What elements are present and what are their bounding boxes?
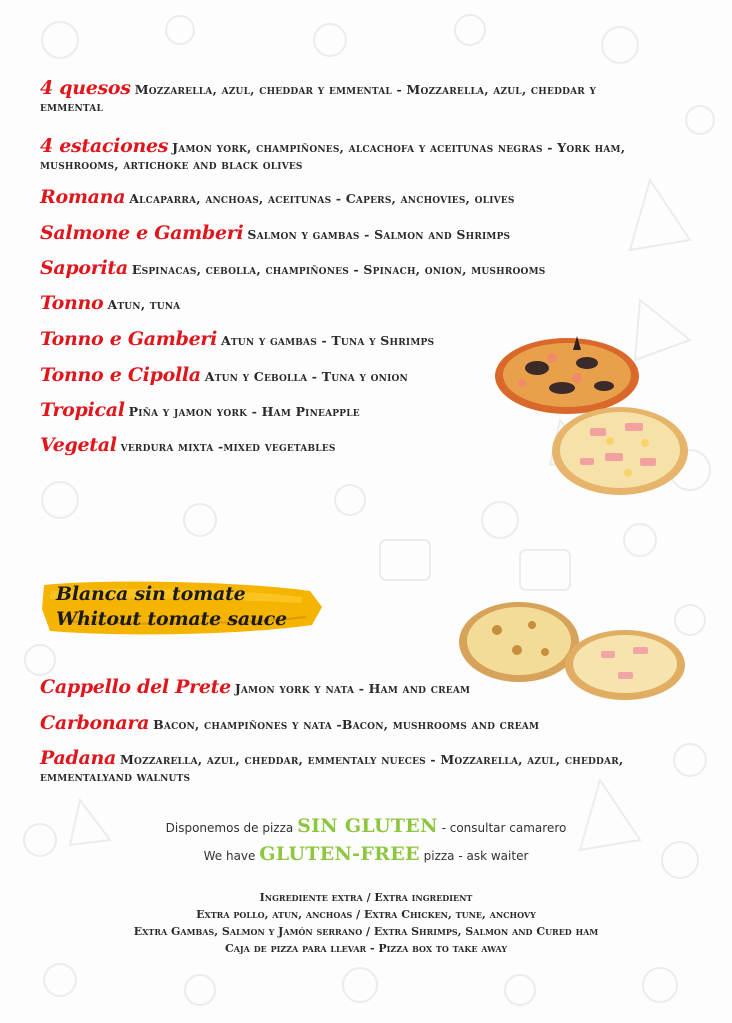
extras-list [0, 889, 732, 957]
item-name: Tonno [40, 292, 104, 314]
menu-item [40, 77, 660, 115]
item-name: Tonno e Cipolla [40, 364, 201, 386]
item-name: Vegetal [40, 434, 117, 456]
hawaiian-pizza-image [550, 403, 690, 498]
extras-line: Caja de pizza para llevar - Pizza box to take away [224, 942, 508, 955]
sin-gluten-label: SIN GLUTEN [297, 815, 438, 837]
item-desc: Salmon y gambas - Salmon and Shrimps [247, 227, 511, 242]
item-name: Tonno e Gamberi [40, 328, 217, 350]
menu-item [40, 222, 660, 244]
item-desc: Piña y jamon york - Ham Pineapple [128, 404, 360, 419]
item-desc: verdura mixta -mixed vegetables [120, 439, 336, 454]
item-desc: Alcaparra, anchoas, aceitunas - Capers, anchovies, olives [129, 191, 515, 206]
item-name: Salmone e Gamberi [40, 222, 244, 244]
menu-item [40, 328, 500, 350]
item-desc: Atun, tuna [107, 297, 181, 312]
item-name: 4 estaciones [40, 135, 169, 157]
extras-line: Extra pollo, atun, anchoas / Extra Chicken, tune, anchovy [196, 908, 536, 921]
menu-item [40, 364, 500, 386]
item-name: Saporita [40, 257, 128, 279]
gluten-notice-es [0, 815, 732, 837]
menu-item [40, 135, 660, 173]
item-desc: Jamon york, champiñones, alcachofa y aceitunas negras - York ham, mushrooms, artichoke and black olives [40, 140, 626, 172]
item-desc: Mozzarella, azul, cheddar y emmental - Mozzarella, azul, cheddar y emmental [40, 82, 597, 114]
item-desc: Bacon, champiñones y nata -Bacon, mushrooms and cream [153, 717, 540, 732]
menu-item [40, 257, 660, 279]
blanca-section-banner [40, 577, 322, 639]
item-name: 4 quesos [40, 77, 131, 99]
item-name: Cappello del Prete [40, 676, 231, 698]
item-desc: Atun y gambas - Tuna y Shrimps [221, 333, 435, 348]
menu-item [40, 712, 660, 734]
item-desc: Jamon york y nata - Ham and cream [234, 681, 471, 696]
item-name: Tropical [40, 399, 125, 421]
menu-item [40, 676, 660, 698]
menu-item [40, 292, 660, 314]
menu-item [40, 186, 660, 208]
gluten-pre: Disponemos de pizza [165, 821, 294, 835]
gluten-pre: We have [203, 849, 256, 863]
gluten-post: - consultar camarero [441, 821, 567, 835]
blanca-title-line2: Whitout tomate sauce [56, 608, 287, 630]
gluten-notice-en [0, 843, 732, 865]
item-name: Romana [40, 186, 126, 208]
item-name: Carbonara [40, 712, 150, 734]
item-desc: Espinacas, cebolla, champiñones - Spinach, onion, mushrooms [131, 262, 546, 277]
item-desc: Mozzarella, azul, cheddar, emmentaly nueces - Mozzarella, azul, cheddar, emmentalyand walnuts [40, 752, 624, 784]
gluten-free-label: GLUTEN-FREE [259, 843, 420, 865]
menu-item [40, 399, 500, 421]
gluten-post: pizza - ask waiter [423, 849, 529, 863]
item-name: Padana [40, 747, 117, 769]
extras-line: Extra Gambas, Salmon y Jamón serrano / Extra Shrimps, Salmon and Cured ham [133, 925, 599, 938]
extras-line: Ingrediente extra / Extra ingredient [259, 891, 473, 904]
menu-item [40, 747, 660, 785]
item-desc: Atun y Cebolla - Tuna y onion [204, 369, 408, 384]
menu-item [40, 434, 500, 456]
blanca-title-line1: Blanca sin tomate [56, 583, 246, 605]
